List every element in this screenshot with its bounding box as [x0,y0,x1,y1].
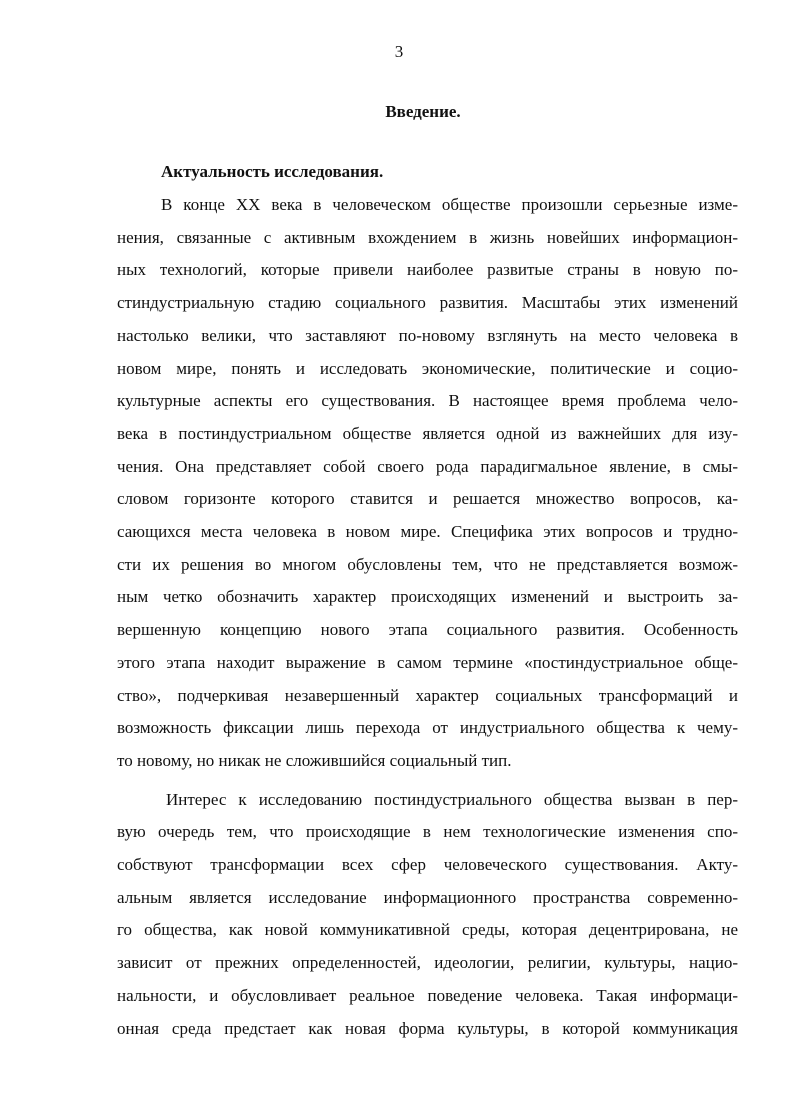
text-line: ным четко обозначить характер происходящих изменений и выстроить за- [117,587,738,606]
text-line: ство», подчеркивая незавершенный характер социальных трансформаций и [117,686,738,705]
text-line: онная среда предстает как новая форма культуры, в которой коммуникация [117,1019,738,1038]
text-line: В конце XX века в человеческом обществе произошли серьезные изме- [161,195,738,214]
text-line: культурные аспекты его существования. В настоящее время проблема чело- [117,391,738,410]
section-heading: Актуальность исследования. [161,162,384,181]
text-line: вершенную концепцию нового этапа социального развития. Особенность [117,620,738,639]
text-line: собствуют трансформации всех сфер человеческого существования. Акту- [117,855,738,874]
text-line: сающихся места человека в новом мире. Специфика этих вопросов и трудно- [117,522,738,541]
text-line: зависит от прежних определенностей, идеологии, религии, культуры, нацио- [117,953,738,972]
text-line: вую очередь тем, что происходящие в нем технологические изменения спо- [117,822,738,841]
text-line: века в постиндустриальном обществе является одной из важнейших для изу- [117,424,738,443]
text-line: нения, связанные с активным вхождением в жизнь новейших информацион- [117,228,738,247]
text-line: то новому, но никак не сложившийся социальный тип. [117,751,512,770]
text-line: го общества, как новой коммуникативной среды, которая децентрирована, не [117,920,738,939]
text-line: настолько велики, что заставляют по-новому взглянуть на место человека в [117,326,738,345]
text-line: словом горизонте которого ставится и решается множество вопросов, ка- [117,489,738,508]
text-line: альным является исследование информационного пространства современно- [117,888,738,907]
text-line: возможность фиксации лишь перехода от индустриального общества к чему- [117,718,738,737]
text-line: сти их решения во многом обусловлены тем, что не представляется возмож- [117,555,738,574]
text-line: этого этапа находит выражение в самом термине «постиндустриальное обще- [117,653,738,672]
text-line: стиндустриальную стадию социального развития. Масштабы этих изменений [117,293,738,312]
text-line: чения. Она представляет собой своего рода парадигмальное явление, в смы- [117,457,738,476]
chapter-title: Введение. [385,102,461,121]
text-line: нальности, и обусловливает реальное поведение человека. Такая информаци- [117,986,738,1005]
page-number: 3 [394,42,404,61]
text-line: новом мире, понять и исследовать экономические, политические и социо- [117,359,738,378]
text-line: Интерес к исследованию постиндустриального общества вызван в пер- [166,790,738,809]
text-line: ных технологий, которые привели наиболее развитые страны в новую по- [117,260,738,279]
